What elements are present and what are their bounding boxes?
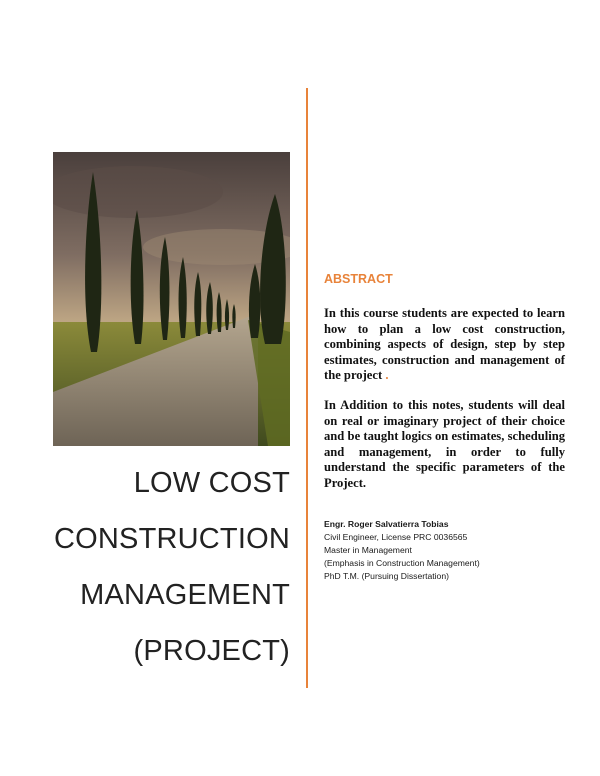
author-credential: PhD T.M. (Pursuing Dissertation): [324, 571, 449, 581]
abstract-paragraph: [324, 306, 565, 384]
author-block: [324, 518, 564, 583]
title-line: MANAGEMENT: [80, 579, 290, 611]
author-credential: (Emphasis in Construction Management): [324, 558, 480, 568]
abstract-paragraph: In Addition to this notes, students will deal on real or imaginary project of their choice and be taught logics on estimates, scheduling and management, in order to fully understand the specific parameters of the Project.: [324, 397, 565, 490]
vertical-divider: [306, 88, 308, 688]
cover-image: [53, 152, 290, 446]
title-line: (PROJECT): [133, 635, 290, 667]
abstract-paragraph-end: .: [382, 368, 389, 383]
author-credential: Master in Management: [324, 545, 412, 555]
abstract-section: [324, 272, 565, 506]
abstract-paragraph-text: In this course students are expected to learn how to plan a low cost construction, combining aspects of design, step by step estimates, construction and management of the project: [324, 306, 565, 383]
title-line: CONSTRUCTION: [53, 523, 290, 555]
document-title: [40, 455, 290, 679]
author-credential: Civil Engineer, License PRC 0036565: [324, 532, 468, 542]
author-name: Engr. Roger Salvatierra Tobias: [324, 519, 449, 529]
title-line: LOW COST: [133, 467, 290, 499]
abstract-heading: ABSTRACT: [324, 272, 393, 286]
